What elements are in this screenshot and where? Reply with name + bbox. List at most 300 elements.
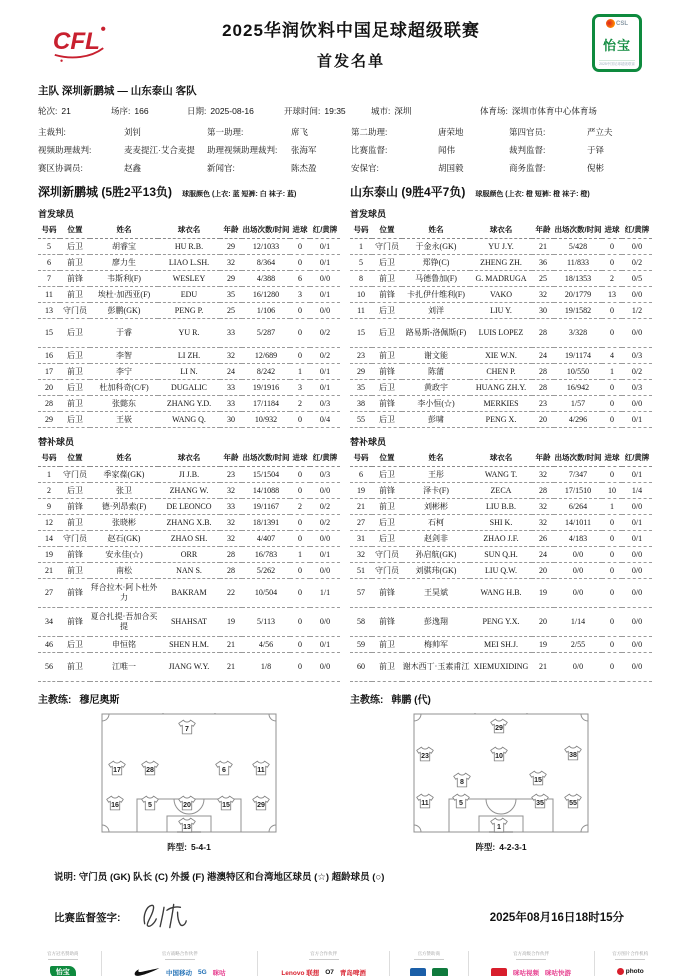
cell-appearances: 12/689: [242, 348, 290, 364]
player-shirt: [416, 746, 435, 762]
signature-row: [38, 895, 652, 939]
sponsor-group: [389, 951, 467, 976]
cell-position: 守门员: [372, 563, 402, 579]
player-shirt: [178, 795, 197, 811]
cell-position: 前卫: [372, 637, 402, 653]
cell-jersey-name: VAKO: [470, 287, 532, 303]
cell-goals: 0: [290, 303, 310, 319]
cell-name: 江唯一: [90, 653, 158, 682]
sponsor-group: [24, 951, 101, 976]
info-label: 场序:: [111, 106, 131, 116]
cell-cards: 0/0: [622, 319, 652, 348]
column-header: 红/黄牌: [622, 450, 652, 467]
cell-position: 后卫: [372, 531, 402, 547]
column-header: 进球: [602, 450, 622, 467]
cell-jersey-name: PENG Y.X.: [470, 608, 532, 637]
info-value: 166: [134, 106, 149, 116]
column-header: 位置: [372, 222, 402, 239]
cell-number: 10: [350, 287, 372, 303]
cell-number: 31: [350, 531, 372, 547]
photo-dot-icon: [617, 968, 624, 975]
player-shirt: [141, 795, 160, 811]
match-info-item: [480, 105, 652, 117]
away-team-name: 山东泰山 (9胜4平7负): [350, 185, 466, 199]
cell-jersey-name: XIEMUXIDING: [470, 653, 532, 682]
cell-position: 前卫: [60, 255, 90, 271]
player-row: [350, 467, 652, 483]
cell-name: 季家葆(GK): [90, 467, 158, 483]
player-row: [350, 396, 652, 412]
svg-text:23: 23: [421, 752, 430, 760]
home-coach-line: [38, 691, 340, 706]
cell-jersey-name: DE LEONCO: [158, 499, 220, 515]
cell-cards: 0/0: [622, 547, 652, 563]
match-info-row: [38, 105, 652, 117]
player-shirt: [216, 795, 235, 811]
away-subs-label: 替补球员: [350, 437, 387, 447]
cell-goals: 4: [602, 348, 622, 364]
svg-text:7: 7: [185, 726, 190, 734]
column-header: 年龄: [532, 222, 554, 239]
cell-goals: 1: [290, 547, 310, 563]
cell-cards: 0/0: [310, 483, 340, 499]
column-header: 球衣名: [158, 450, 220, 467]
away-formation-pitch: [413, 713, 589, 833]
cell-cards: 0/3: [310, 467, 340, 483]
player-row: [38, 303, 340, 319]
cell-goals: 1: [602, 499, 622, 515]
cell-age: 32: [220, 515, 242, 531]
cell-goals: 0: [602, 547, 622, 563]
cell-position: 前锋: [372, 483, 402, 499]
info-value: 19:35: [324, 106, 346, 116]
cell-jersey-name: YU J.Y.: [470, 239, 532, 255]
cell-number: 20: [38, 380, 60, 396]
cell-name: 王彤: [402, 467, 470, 483]
cell-appearances: 0/0: [554, 579, 602, 608]
player-row: [38, 348, 340, 364]
official-role-label: 商务监督:: [509, 163, 546, 173]
column-header: 姓名: [402, 450, 470, 467]
player-row: [38, 396, 340, 412]
migu-logo: 咪咕: [212, 969, 226, 976]
home-team-name: 深圳新鹏城 (5胜2平13负): [38, 185, 173, 199]
player-row: [38, 563, 340, 579]
home-subs-label: 替补球员: [38, 437, 75, 447]
cell-position: 前锋: [372, 364, 402, 380]
cell-name: 于睿: [90, 319, 158, 348]
cell-jersey-name: ZHAO SH.: [158, 531, 220, 547]
player-shirt: [564, 745, 583, 761]
supervisor-signature: [135, 897, 193, 937]
cell-cards: 0/2: [310, 499, 340, 515]
cell-name: 埃杜·加西亚(F): [90, 287, 158, 303]
player-shirt: [178, 817, 197, 833]
sponsor-category-label: 官方冠名赞助商: [46, 951, 79, 956]
svg-text:8: 8: [460, 779, 465, 787]
cell-appearances: 8/242: [242, 364, 290, 380]
svg-text:55: 55: [569, 799, 578, 807]
cell-age: 32: [220, 531, 242, 547]
cell-goals: 0: [290, 348, 310, 364]
cell-age: 19: [532, 637, 554, 653]
cell-jersey-name: JIANG W.Y.: [158, 653, 220, 682]
player-shirt: [178, 719, 197, 735]
cell-appearances: 1/57: [554, 396, 602, 412]
cell-name: 张懿东: [90, 396, 158, 412]
player-row: [350, 499, 652, 515]
cell-cards: 0/3: [622, 348, 652, 364]
player-row: [350, 608, 652, 637]
cell-position: 前卫: [60, 364, 90, 380]
cell-position: 后卫: [372, 412, 402, 428]
official-role-label: 安保官:: [351, 163, 379, 173]
official-name: 刘钊: [124, 127, 142, 137]
green-sponsor-logo: [432, 968, 448, 976]
cell-appearances: 0/0: [554, 653, 602, 682]
cell-goals: 0: [602, 303, 622, 319]
o7-logo: O7: [325, 968, 334, 976]
cell-jersey-name: LIU Q.W.: [470, 563, 532, 579]
player-row: [350, 579, 652, 608]
cell-jersey-name: MEI SH.J.: [470, 637, 532, 653]
cell-jersey-name: SUN Q.H.: [470, 547, 532, 563]
cell-goals: 0: [602, 319, 622, 348]
cell-appearances: 18/1391: [242, 515, 290, 531]
cell-number: 5: [350, 255, 372, 271]
cell-age: 25: [532, 271, 554, 287]
cell-goals: 2: [290, 396, 310, 412]
cell-position: 前卫: [60, 653, 90, 682]
cell-cards: 0/0: [310, 271, 340, 287]
official-name: 唐荣地: [438, 127, 464, 137]
cell-jersey-name: NAN S.: [158, 563, 220, 579]
cell-number: 51: [350, 563, 372, 579]
cell-jersey-name: BAKRAM: [158, 579, 220, 608]
cell-position: 前卫: [372, 499, 402, 515]
player-row: [350, 637, 652, 653]
official-role-label: 裁判监督:: [509, 145, 546, 155]
official-role-label: 第四官员:: [509, 127, 546, 137]
cell-cards: 0/1: [310, 255, 340, 271]
player-shirt: [106, 795, 125, 811]
sponsor-caption-line: [48, 959, 78, 960]
cell-age: 36: [532, 255, 554, 271]
cell-jersey-name: G. MADRUGA: [470, 271, 532, 287]
tsingtao-beer-logo: 青岛啤酒: [339, 969, 366, 976]
cell-appearances: 19/1174: [554, 348, 602, 364]
legend-note: 说明: 守门员 (GK) 队长 (C) 外援 (F) 港澳特区和台湾地区球员 (☆) 超龄球员 (○): [54, 872, 385, 883]
cell-goals: 0: [602, 579, 622, 608]
cell-age: 32: [220, 483, 242, 499]
cell-cards: 0/5: [622, 271, 652, 287]
cell-age: 32: [532, 515, 554, 531]
cell-jersey-name: HU R.B.: [158, 239, 220, 255]
cell-age: 28: [532, 380, 554, 396]
masthead: [48, 14, 642, 72]
cell-cards: 0/0: [622, 396, 652, 412]
column-header: 号码: [350, 222, 372, 239]
cell-number: 38: [350, 396, 372, 412]
svg-text:13: 13: [183, 823, 192, 831]
column-header: 出场次数/时间: [554, 450, 602, 467]
cell-position: 后卫: [60, 319, 90, 348]
cell-jersey-name: LUIS LOPEZ: [470, 319, 532, 348]
formation-word: 阵型:: [167, 842, 187, 852]
blue-sponsor-logo: [410, 968, 426, 976]
cell-cards: 0/1: [622, 412, 652, 428]
migu-games-logo: 咪咕快游: [545, 969, 572, 976]
info-value: 深圳市体育中心体育场: [511, 106, 597, 116]
cell-position: 后卫: [372, 303, 402, 319]
cell-appearances: 19/1167: [242, 499, 290, 515]
player-row: [350, 483, 652, 499]
info-label: 体育场:: [480, 106, 508, 116]
official-role-label: 第一助理:: [207, 127, 244, 137]
official-role-label: 助理视频助理裁判:: [207, 145, 278, 155]
cell-position: 前卫: [60, 563, 90, 579]
cell-age: 24: [532, 348, 554, 364]
cell-jersey-name: LIU B.B.: [470, 499, 532, 515]
cell-number: 2: [38, 483, 60, 499]
cell-jersey-name: MERKIES: [470, 396, 532, 412]
teams-section: [38, 183, 652, 853]
cell-appearances: 19/1916: [242, 380, 290, 396]
cell-appearances: 5/287: [242, 319, 290, 348]
player-row: [38, 380, 340, 396]
cell-appearances: 0/0: [554, 547, 602, 563]
cell-goals: 0: [290, 653, 310, 682]
table-header-row: [38, 222, 340, 239]
cell-jersey-name: LI N.: [158, 364, 220, 380]
cell-age: 29: [220, 271, 242, 287]
signature-label: 比赛监督签字:: [54, 911, 121, 924]
cell-number: 60: [350, 653, 372, 682]
sponsor-group: [594, 951, 666, 976]
official-name: 赵鑫: [124, 163, 142, 173]
lenovo-logo: Lenovo 联想: [281, 969, 320, 976]
cell-appearances: 10/504: [242, 579, 290, 608]
info-label: 开球时间:: [284, 106, 321, 116]
svg-text:28: 28: [146, 767, 155, 775]
svg-text:15: 15: [222, 801, 230, 809]
column-header: 位置: [372, 450, 402, 467]
cell-cards: 0/1: [310, 364, 340, 380]
cell-position: 后卫: [372, 319, 402, 348]
cell-number: 35: [350, 380, 372, 396]
cell-appearances: 5/428: [554, 239, 602, 255]
svg-text:17: 17: [112, 767, 121, 775]
cell-appearances: 10/932: [242, 412, 290, 428]
cell-number: 13: [38, 303, 60, 319]
cell-jersey-name: SHEN H.M.: [158, 637, 220, 653]
cell-cards: 1/4: [622, 483, 652, 499]
home-formation-pitch: [101, 713, 277, 833]
player-shirt: [453, 772, 472, 788]
cell-appearances: 4/407: [242, 531, 290, 547]
cell-appearances: 16/942: [554, 380, 602, 396]
cell-position: 前卫: [372, 653, 402, 682]
cell-cards: 0/1: [622, 531, 652, 547]
column-header: 出场次数/时间: [242, 222, 290, 239]
officials-grid: [38, 126, 652, 174]
cell-cards: 0/1: [310, 547, 340, 563]
column-header: 位置: [60, 450, 90, 467]
cell-cards: 0/0: [310, 563, 340, 579]
cell-number: 55: [350, 412, 372, 428]
cell-number: 8: [350, 271, 372, 287]
cell-name: 彭鹏(GK): [90, 303, 158, 319]
cell-position: 前卫: [372, 348, 402, 364]
cell-position: 后卫: [60, 239, 90, 255]
cell-number: 9: [38, 499, 60, 515]
cell-name: 马德鲁加(F): [402, 271, 470, 287]
player-row: [38, 319, 340, 348]
sponsor-group: [468, 951, 594, 976]
cell-cards: 0/1: [310, 380, 340, 396]
cell-cards: 0/0: [310, 653, 340, 682]
cell-goals: 0: [602, 653, 622, 682]
cell-age: 23: [220, 467, 242, 483]
cell-goals: 0: [290, 637, 310, 653]
cell-name: 王嵚: [90, 412, 158, 428]
cell-age: 32: [532, 287, 554, 303]
cell-number: 21: [350, 499, 372, 515]
cell-appearances: 4/56: [242, 637, 290, 653]
cell-cards: 0/1: [310, 637, 340, 653]
cell-goals: 0: [602, 563, 622, 579]
table-header-row: [350, 222, 652, 239]
cell-appearances: 1/106: [242, 303, 290, 319]
cell-number: 16: [38, 348, 60, 364]
svg-text:29: 29: [257, 801, 266, 809]
column-header: 进球: [290, 450, 310, 467]
yibao-logo: 怡宝: [50, 966, 76, 976]
player-row: [350, 515, 652, 531]
cell-position: 前卫: [60, 515, 90, 531]
cell-position: 前锋: [60, 608, 90, 637]
home-kit-colors: 球服颜色 (上衣: 蓝 短裤: 白 袜子: 蓝): [182, 191, 297, 198]
cell-age: 32: [532, 499, 554, 515]
cell-age: 20: [532, 563, 554, 579]
cell-jersey-name: ZHENG ZH.: [470, 255, 532, 271]
away-subs-table: [350, 450, 652, 682]
column-header: 号码: [38, 450, 60, 467]
cell-cards: 0/1: [622, 467, 652, 483]
cell-age: 21: [532, 653, 554, 682]
official-name: 严立夫: [587, 127, 613, 137]
cell-appearances: 16/783: [242, 547, 290, 563]
cell-position: 后卫: [60, 348, 90, 364]
player-row: [350, 412, 652, 428]
csl-yibao-logo: [592, 14, 642, 72]
column-header: 出场次数/时间: [554, 222, 602, 239]
cell-position: 前卫: [372, 271, 402, 287]
cell-jersey-name: LI ZH.: [158, 348, 220, 364]
cell-position: 后卫: [372, 467, 402, 483]
cfl-league-logo: [48, 20, 110, 66]
cell-position: 后卫: [372, 380, 402, 396]
cell-appearances: 5/262: [242, 563, 290, 579]
cell-age: 24: [220, 364, 242, 380]
cell-age: 29: [220, 239, 242, 255]
cell-age: 21: [220, 653, 242, 682]
cell-goals: 0: [290, 483, 310, 499]
cell-cards: 0/0: [310, 531, 340, 547]
cell-cards: 0/1: [622, 515, 652, 531]
svg-text:15: 15: [534, 776, 542, 784]
svg-text:CFL: CFL: [52, 28, 100, 56]
cell-name: 刘彬彬: [402, 499, 470, 515]
cell-cards: 0/3: [310, 396, 340, 412]
cell-age: 33: [220, 319, 242, 348]
cell-number: 14: [38, 531, 60, 547]
column-header: 红/黄牌: [310, 222, 340, 239]
cell-name: 刘洋: [402, 303, 470, 319]
cell-appearances: 20/1779: [554, 287, 602, 303]
player-row: [38, 515, 340, 531]
cell-age: 19: [220, 608, 242, 637]
coach-label: 主教练:: [38, 695, 72, 706]
cell-name: 于金永(GK): [402, 239, 470, 255]
cell-appearances: 4/183: [554, 531, 602, 547]
sponsor-caption-line: [165, 959, 195, 960]
cell-jersey-name: LIAO L.SH.: [158, 255, 220, 271]
column-header: 出场次数/时间: [242, 450, 290, 467]
cell-goals: 0: [602, 255, 622, 271]
cell-jersey-name: XIE W.N.: [470, 348, 532, 364]
match-info-item: [187, 105, 284, 117]
svg-text:6: 6: [222, 767, 227, 775]
player-shirt: [530, 793, 549, 809]
cell-goals: 0: [602, 531, 622, 547]
cell-goals: 0: [290, 515, 310, 531]
player-row: [38, 531, 340, 547]
cell-position: 前锋: [60, 271, 90, 287]
player-row: [350, 547, 652, 563]
cell-age: 35: [220, 287, 242, 303]
cell-position: 前锋: [60, 547, 90, 563]
cell-jersey-name: SHI K.: [470, 515, 532, 531]
title-block: [110, 16, 592, 71]
sponsor-category-label: 官方高级合作伙伴: [513, 951, 550, 956]
sponsor-caption-line: [414, 959, 444, 960]
cell-age: 26: [532, 531, 554, 547]
cell-cards: 0/0: [622, 239, 652, 255]
cell-position: 后卫: [60, 483, 90, 499]
cell-position: 后卫: [60, 637, 90, 653]
cell-jersey-name: ORR: [158, 547, 220, 563]
sponsor-group: [101, 951, 257, 976]
cell-age: 20: [532, 412, 554, 428]
official-role-label: 视频助理裁判:: [38, 145, 92, 155]
cell-number: 7: [38, 271, 60, 287]
matchup-line: 主队 深圳新鹏城 — 山东泰山 客队: [38, 85, 197, 97]
cell-age: 32: [532, 467, 554, 483]
coach-label: 主教练:: [350, 695, 384, 706]
sponsor-category-label: 官方赞助商: [417, 951, 441, 956]
page-subtitle: 首发名单: [316, 52, 385, 70]
cell-goals: 2: [602, 271, 622, 287]
player-row: [38, 608, 340, 637]
cell-number: 59: [350, 637, 372, 653]
cell-number: 15: [38, 319, 60, 348]
photo-text: photo: [625, 968, 644, 976]
cell-age: 33: [220, 499, 242, 515]
cell-appearances: 6/264: [554, 499, 602, 515]
table-header-row: [38, 450, 340, 467]
flame-icon: [606, 19, 615, 28]
